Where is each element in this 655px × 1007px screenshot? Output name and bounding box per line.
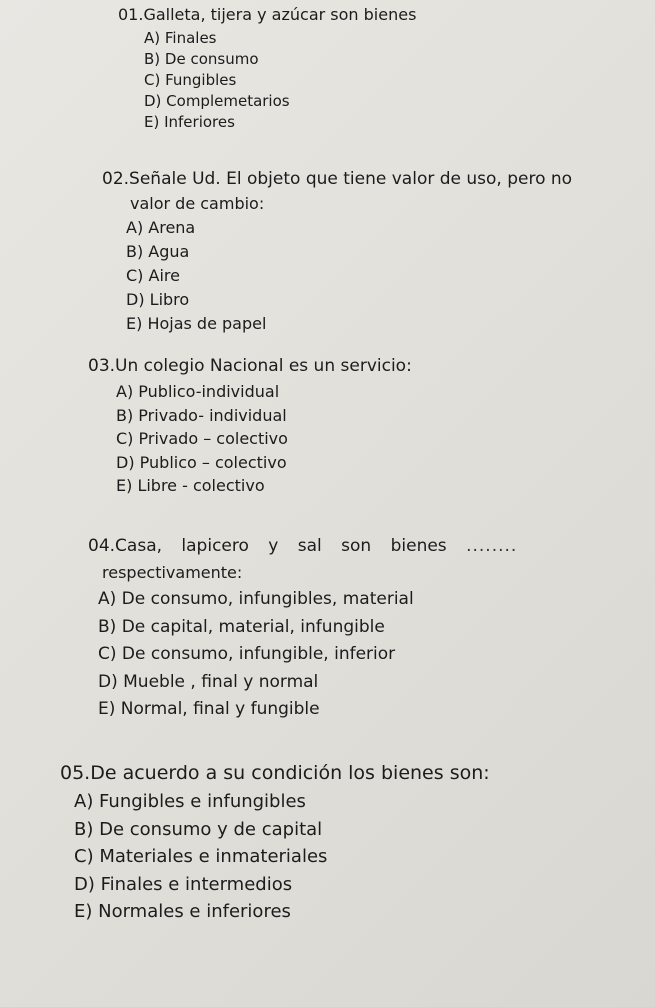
- option-d: D) Publico – colectivo: [116, 452, 287, 472]
- option-e: E) Normal, final y fungible: [98, 699, 320, 719]
- option-a: A) Publico-individual: [116, 382, 280, 401]
- option-e: E) Inferiores: [144, 113, 235, 131]
- question-number: 02.: [102, 169, 130, 189]
- question-number: 05.: [60, 762, 91, 784]
- question-stem: [118, 2, 416, 28]
- option-c: C) De consumo, infungible, inferior: [98, 644, 396, 664]
- option-a: A) De consumo, infungibles, material: [98, 589, 414, 609]
- option-a: A) Arena: [126, 218, 196, 237]
- question-03: [88, 352, 412, 498]
- option-c: C) Privado – colectivo: [116, 429, 288, 448]
- answer-blank: ........: [466, 536, 518, 556]
- option-b: B) Privado- individual: [116, 405, 287, 425]
- option-list: [116, 380, 412, 498]
- option-list: [98, 586, 517, 724]
- question-text: Señale Ud. El objeto que tiene valor de uso, pero no: [129, 169, 573, 189]
- option-d: D) Finales e intermedios: [74, 873, 293, 895]
- option-d: D) Complemetarios: [144, 92, 290, 110]
- question-number: 01.: [118, 5, 144, 24]
- option-list: [144, 28, 416, 133]
- question-text: Un colegio Nacional es un servicio:: [115, 356, 412, 376]
- option-e: E) Hojas de papel: [126, 314, 267, 333]
- option-c: C) Aire: [126, 266, 180, 285]
- option-c: C) Materiales e inmateriales: [74, 846, 328, 867]
- option-e: E) Normales e inferiores: [74, 901, 291, 922]
- question-text: Casa, lapicero y sal son bienes: [115, 536, 447, 556]
- question-stem: [88, 352, 412, 380]
- question-text: Galleta, tijera y azúcar son bienes: [143, 5, 417, 24]
- question-text: De acuerdo a su condición los bienes son:: [90, 762, 490, 784]
- option-b: B) De consumo y de capital: [74, 818, 323, 840]
- option-b: B) De capital, material, infungible: [98, 616, 385, 637]
- option-a: A) Finales: [144, 29, 217, 47]
- option-list: [126, 216, 572, 336]
- question-05: [60, 758, 490, 926]
- question-02: [102, 166, 572, 336]
- question-number: 04.: [88, 536, 116, 556]
- question-stem: [60, 758, 490, 788]
- question-stem: [88, 532, 517, 560]
- option-e: E) Libre - colectivo: [116, 476, 265, 495]
- question-number: 03.: [88, 356, 116, 376]
- option-list: [74, 788, 490, 926]
- option-b: B) De consumo: [144, 50, 259, 68]
- question-01: [118, 2, 416, 133]
- question-04: [88, 532, 517, 724]
- option-d: D) Libro: [126, 290, 190, 309]
- option-d: D) Mueble , final y normal: [98, 671, 319, 692]
- option-c: C) Fungibles: [144, 71, 237, 89]
- option-a: A) Fungibles e infungibles: [74, 791, 306, 812]
- question-text-continuation: respectivamente:: [102, 563, 243, 582]
- question-text-continuation: valor de cambio:: [130, 194, 265, 213]
- option-b: B) Agua: [126, 242, 190, 261]
- question-stem: [102, 166, 572, 192]
